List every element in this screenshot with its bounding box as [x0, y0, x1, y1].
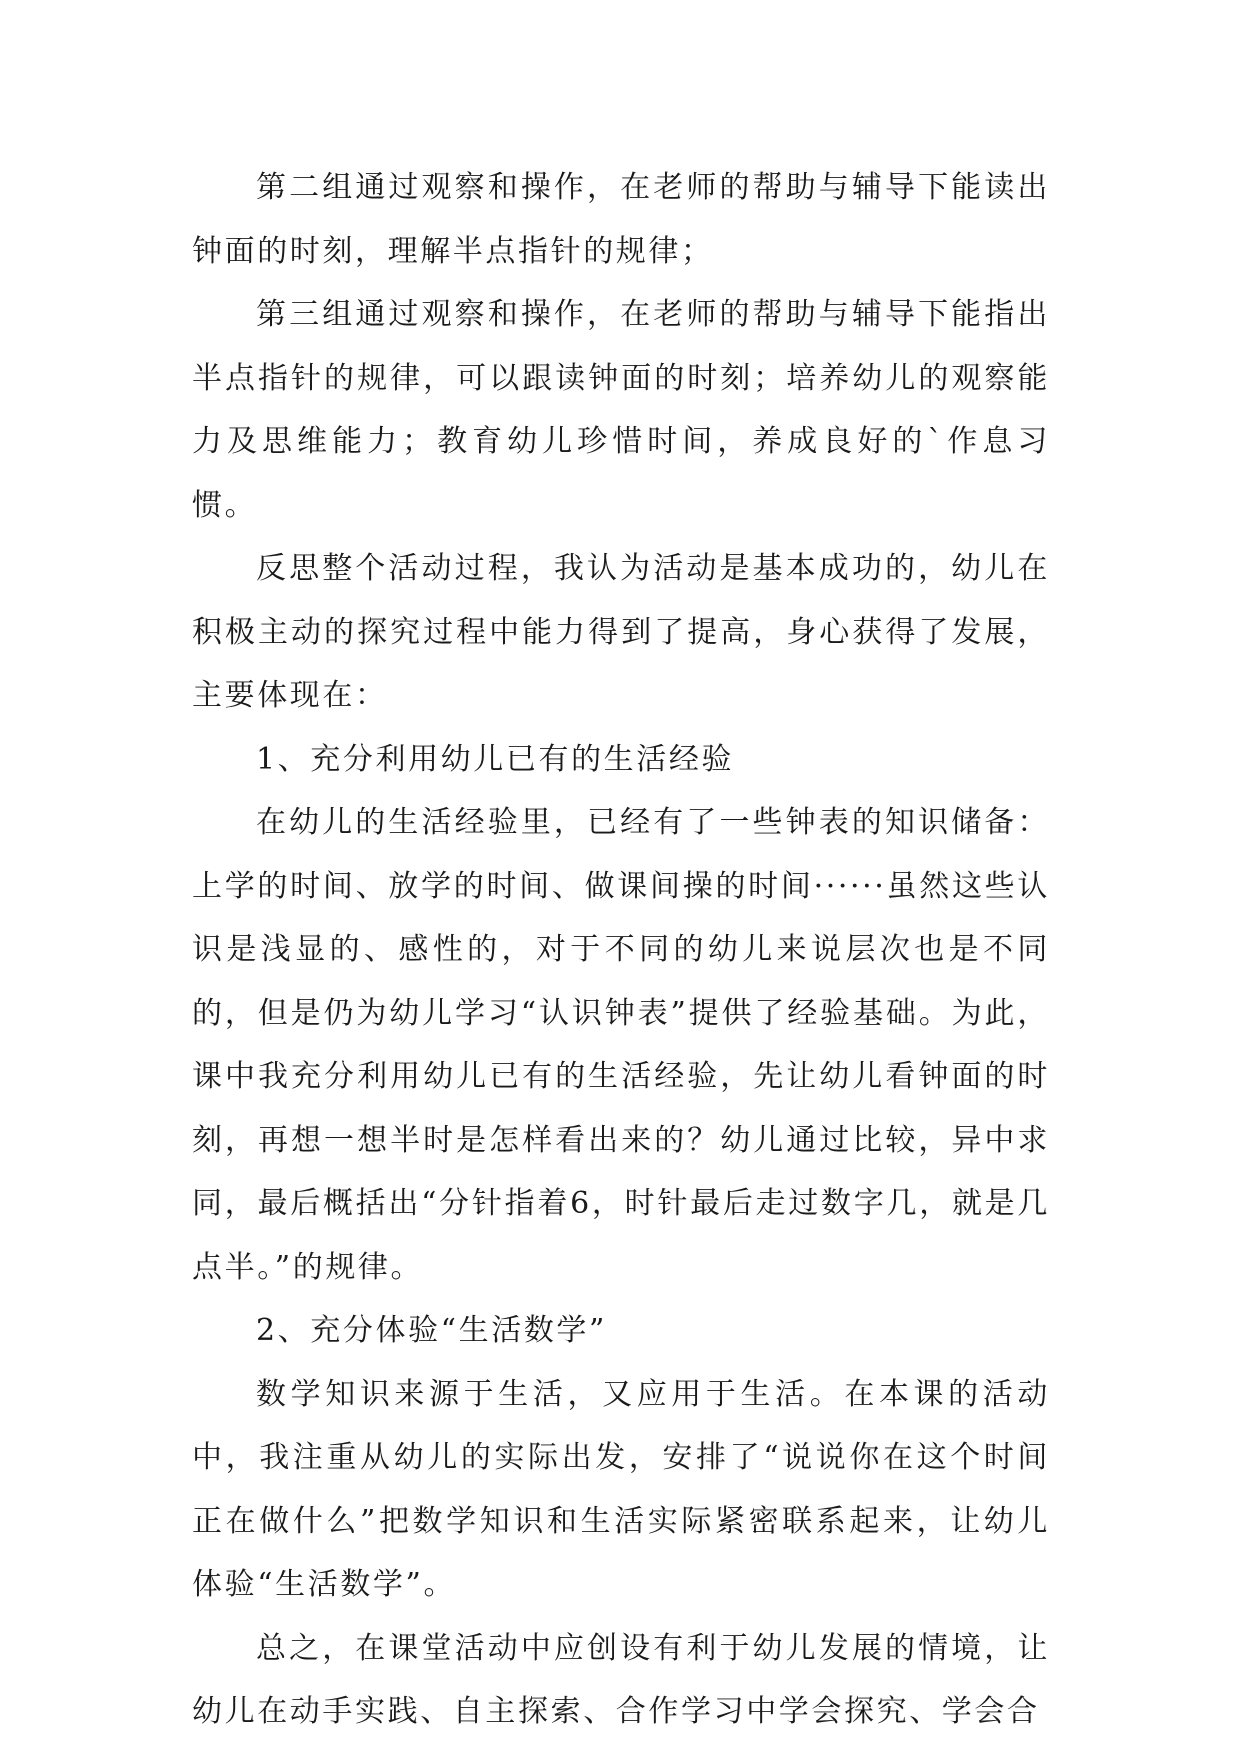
paragraph-life-math: 数学知识来源于生活，又应用于生活。在本课的活动中，我注重从幼儿的实际出发，安排了“说说你在这个时间正在做什么”把数学知识和生活实际紧密联系起来，让幼儿体验“生活数学”。: [192, 1376, 1050, 1602]
paragraph-group-three: 第三组通过观察和操作，在老师的帮助与辅导下能指出半点指针的规律，可以跟读钟面的时刻；培养幼儿的观察能力及思维能力；教育幼儿珍惜时间，养成良好的`作息习惯。: [192, 297, 1050, 523]
heading-point-two: 2、充分体验“生活数学”: [256, 1313, 607, 1348]
document-body: [192, 156, 1050, 1744]
paragraph-group-two: 第二组通过观察和操作，在老师的帮助与辅导下能读出钟面的时刻，理解半点指针的规律；: [192, 170, 1050, 269]
paragraph-reflection: 反思整个活动过程，我认为活动是基本成功的，幼儿在积极主动的探究过程中能力得到了提高，身心获得了发展，主要体现在：: [192, 551, 1050, 713]
heading-point-one: 1、充分利用幼儿已有的生活经验: [256, 741, 735, 777]
paragraph-life-experience: 在幼儿的生活经验里，已经有了一些钟表的知识储备：上学的时间、放学的时间、做课间操的时间······虽然这些认识是浅显的、感性的，对于不同的幼儿来说层次也是不同的，但是仍为幼儿学习“认识钟表”提供了经验基础。为此，课中我充分利用幼儿已有的生活经验，先让幼儿看钟面的时刻，再想一想半时是怎样看出来的？幼儿通过比较，异中求同，最后概括出“分针指着6，时针最后走过数字几，就是几点半。”的规律。: [192, 805, 1050, 1285]
paragraph-conclusion: 总之，在课堂活动中应创设有利于幼儿发展的情境，让幼儿在动手实践、自主探索、合作学习中学会探究、学会合: [192, 1630, 1050, 1729]
